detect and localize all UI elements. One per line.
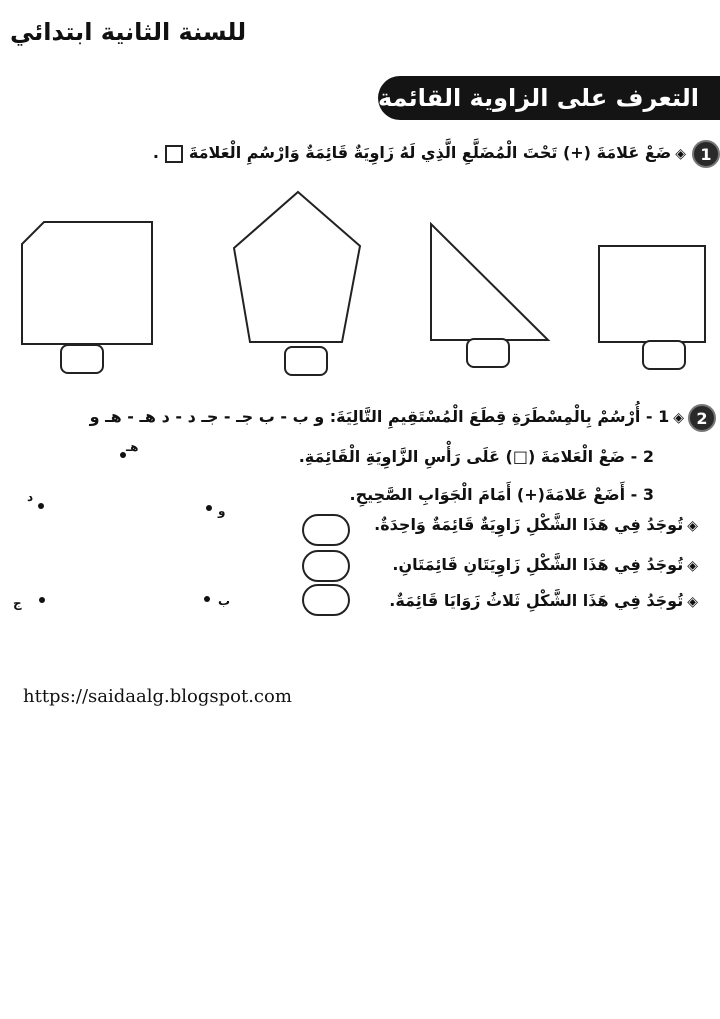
exercise-1-instruction: ◈ضَعْ عَلامَةَ (+) تَحْتَ الْمُضَلَّعِ الَّذِي لَهُ زَاوِيَةٌ قَائِمَةٌ وَارْسُمِ الْعَلامَةَ. (152, 143, 686, 162)
point-label-b: ب (218, 594, 231, 608)
diamond-bullet-icon: ◈ (687, 558, 698, 574)
page-title (378, 76, 720, 120)
exercise-2-item-1 (90, 406, 684, 429)
choice-1-box[interactable] (302, 514, 350, 546)
choice-3-box[interactable] (302, 584, 350, 616)
point-h-dot (120, 452, 126, 458)
exercise-2-number (688, 404, 716, 432)
point-label-d: د (27, 490, 34, 504)
choice-2-text: تُوجَدُ فِي هَذَا الشَّكْلِ زَاوِيَتَانِ قَائِمَتَانِ. (392, 555, 684, 574)
exercise-1-number-text: 1 (700, 144, 712, 164)
diamond-bullet-icon: ◈ (673, 410, 684, 426)
answer-box-shape-2[interactable] (284, 346, 328, 376)
grade-label: للسنة الثانية ابتدائي (10, 18, 247, 46)
checkbox-icon (165, 145, 183, 163)
choice-1 (374, 514, 698, 537)
point-j-dot (39, 597, 45, 603)
diamond-bullet-icon: ◈ (687, 518, 698, 534)
shape-right-triangle (431, 224, 548, 340)
point-label-w: و (218, 504, 226, 518)
footer-url[interactable]: https://saidaalg.blogspot.com (23, 686, 292, 707)
shape-pentagon (234, 192, 360, 342)
choice-2 (392, 554, 698, 577)
exercise-2-item-3: 3 - أَضَعْ عَلامَةَ(+) أَمَامَ الْجَوَابِ الصَّحِيحِ. (349, 485, 654, 504)
exercise-2-number-text: 2 (696, 408, 708, 428)
point-d-dot (38, 503, 44, 509)
point-b-dot (204, 596, 210, 602)
point-label-h: هـ (126, 440, 139, 454)
page-title-text: التعرف على الزاوية القائمة (378, 84, 699, 112)
diamond-bullet-icon: ◈ (687, 594, 698, 610)
choice-3-text: تُوجَدُ فِي هَذَا الشَّكْلِ ثَلاثُ زَوَايَا قَائِمَةٌ. (389, 591, 684, 610)
shape-square (599, 246, 705, 342)
exercise-2-item-2: 2 - ضَعْ الْعَلامَةَ (□) عَلَى رَأْسِ الزَّاوِيَةِ الْقَائِمَةِ. (298, 447, 654, 466)
shape-square-cut-corner (22, 222, 152, 344)
answer-box-shape-3[interactable] (466, 338, 510, 368)
point-w-dot (206, 505, 212, 511)
choice-1-text: تُوجَدُ فِي هَذَا الشَّكْلِ زَاوِيَةٌ قَائِمَةٌ وَاحِدَةٌ. (374, 515, 684, 534)
exercise-1-instruction-text: ضَعْ عَلامَةَ (+) تَحْتَ الْمُضَلَّعِ الَّذِي لَهُ زَاوِيَةٌ قَائِمَةٌ وَارْسُمِ الْعَلامَةَ (188, 143, 672, 162)
polygons-figure (0, 180, 720, 390)
choice-2-box[interactable] (302, 550, 350, 582)
point-label-j: ج (13, 596, 22, 610)
diamond-bullet-icon: ◈ (675, 146, 686, 162)
exercise-1-number (692, 140, 720, 168)
answer-box-shape-4[interactable] (642, 340, 686, 370)
exercise-2-item-1-text: 1 - أُرْسُمْ بِالْمِسْطَرَةِ قِطَعَ الْمُسْتَقِيمِ التَّالِيَةَ: و ب - ب جـ - جـ د - د هـ - هـ و (89, 407, 670, 426)
choice-3 (389, 590, 698, 613)
answer-box-shape-1[interactable] (60, 344, 104, 374)
